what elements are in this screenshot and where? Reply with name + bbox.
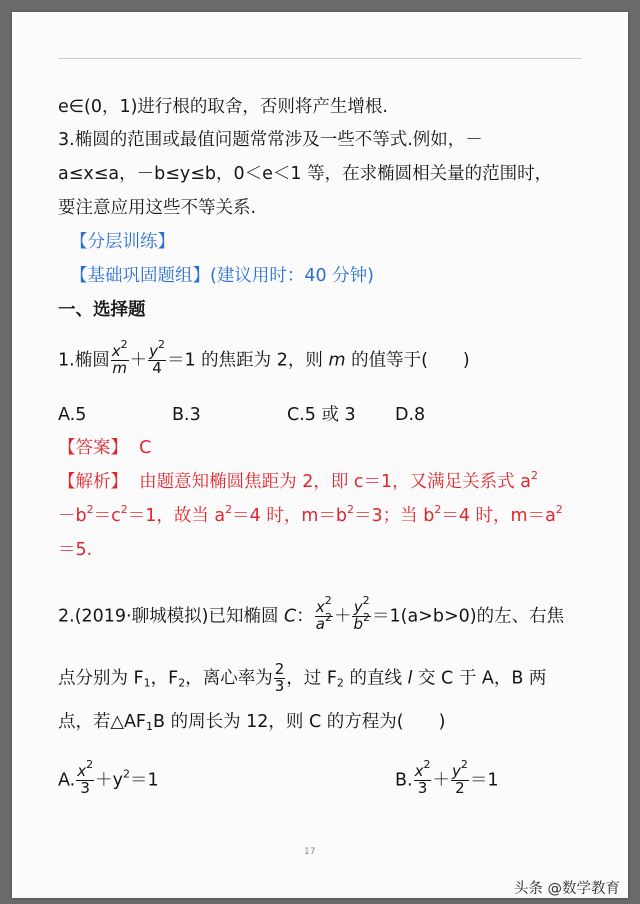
time-hint: (建议用时：40 分钟) bbox=[210, 266, 374, 286]
question-2-line-3: 点，若$\triangle AF_1B$ 的周长为 12，则 C 的方程为( ) bbox=[58, 712, 446, 733]
fraction-x2-over-a2: $\frac{x^2}{a^2}$ bbox=[315, 594, 332, 633]
watermark: 头条 @数学教育 bbox=[513, 881, 620, 897]
question-1: 1.椭圆 $\frac{x^2}{m}$ ＋ $\frac{y^2}{4}$ ＝1 的焦距为 2，则 m 的值等于( ) bbox=[58, 338, 470, 377]
intro-line-1: e∈(0，1)进行根的取舍，否则将产生增根. bbox=[58, 97, 388, 117]
analysis-label: 【解析】 bbox=[58, 472, 128, 492]
fraction-y2-over-4: $\frac{y^2}{4}$ bbox=[149, 338, 165, 377]
basic-group-line bbox=[70, 264, 374, 288]
answer-label: 【答案】 bbox=[58, 438, 128, 458]
choice-heading: 一、选择题 bbox=[58, 300, 146, 320]
intro-line-4: 要注意应用这些不等关系. bbox=[58, 198, 257, 218]
fraction-x2-over-m: $\frac{x^2}{m}$ bbox=[111, 338, 128, 377]
q1-analysis-line-1: 【解析】 由题意知椭圆焦距为 2，即 c＝1，又满足关系式 $a^2$ bbox=[58, 469, 538, 492]
top-divider bbox=[58, 58, 582, 59]
question-2-line-1: 2.(2019·聊城模拟)已知椭圆 C： $\frac{x^2}{a^2}$ ＋ $\frac{y^2}{b^2}$ ＝1(a>b>0)的左、右焦 bbox=[58, 594, 565, 633]
q1-option-b: B.3 bbox=[172, 405, 201, 425]
answer-value: C bbox=[139, 438, 152, 458]
intro-line-3: a≤x≤a，－b≤y≤b，0＜e＜1 等，在求椭圆相关量的范围时， bbox=[58, 164, 553, 184]
q2-option-b: B. $\frac{x^2}{3}$ ＋ $\frac{y^2}{2}$ ＝1 bbox=[395, 758, 499, 797]
page-number: 17 bbox=[304, 847, 316, 857]
q1-option-a: A.5 bbox=[58, 405, 87, 425]
fraction-eccentricity: $\frac{2}{3}$ bbox=[274, 660, 285, 695]
q1-option-c: C.5 或 3 bbox=[287, 405, 356, 425]
q1-analysis-line-3: ＝5. bbox=[58, 540, 93, 560]
q1-answer bbox=[58, 436, 151, 460]
basic-group-title: 【基础巩固题组】 bbox=[70, 266, 210, 286]
q1-option-d: D.8 bbox=[395, 405, 426, 425]
layer-training-title: 【分层训练】 bbox=[70, 232, 175, 252]
question-2-line-2: 点分别为 $F_1$，$F_2$，离心率为 $\frac{2}{3}$ ，过 $F_2$ 的直线 l 交 C 于 A，B 两 bbox=[58, 660, 547, 695]
intro-line-2: 3.椭圆的范围或最值问题常常涉及一些不等式.例如，－ bbox=[58, 130, 483, 150]
q1-analysis-line-2: $-b^2=c^2=1$，故当 $a^2=4$ 时，$m=b^2=3$；当 $b^2=4$ 时，$m=a^2$ bbox=[58, 503, 563, 526]
document-page bbox=[12, 12, 628, 898]
q2-option-a: A. $\frac{x^2}{3}$ $+y^2=1$ bbox=[58, 758, 159, 797]
fraction-y2-over-b2: $\frac{y^2}{b^2}$ bbox=[353, 594, 370, 633]
